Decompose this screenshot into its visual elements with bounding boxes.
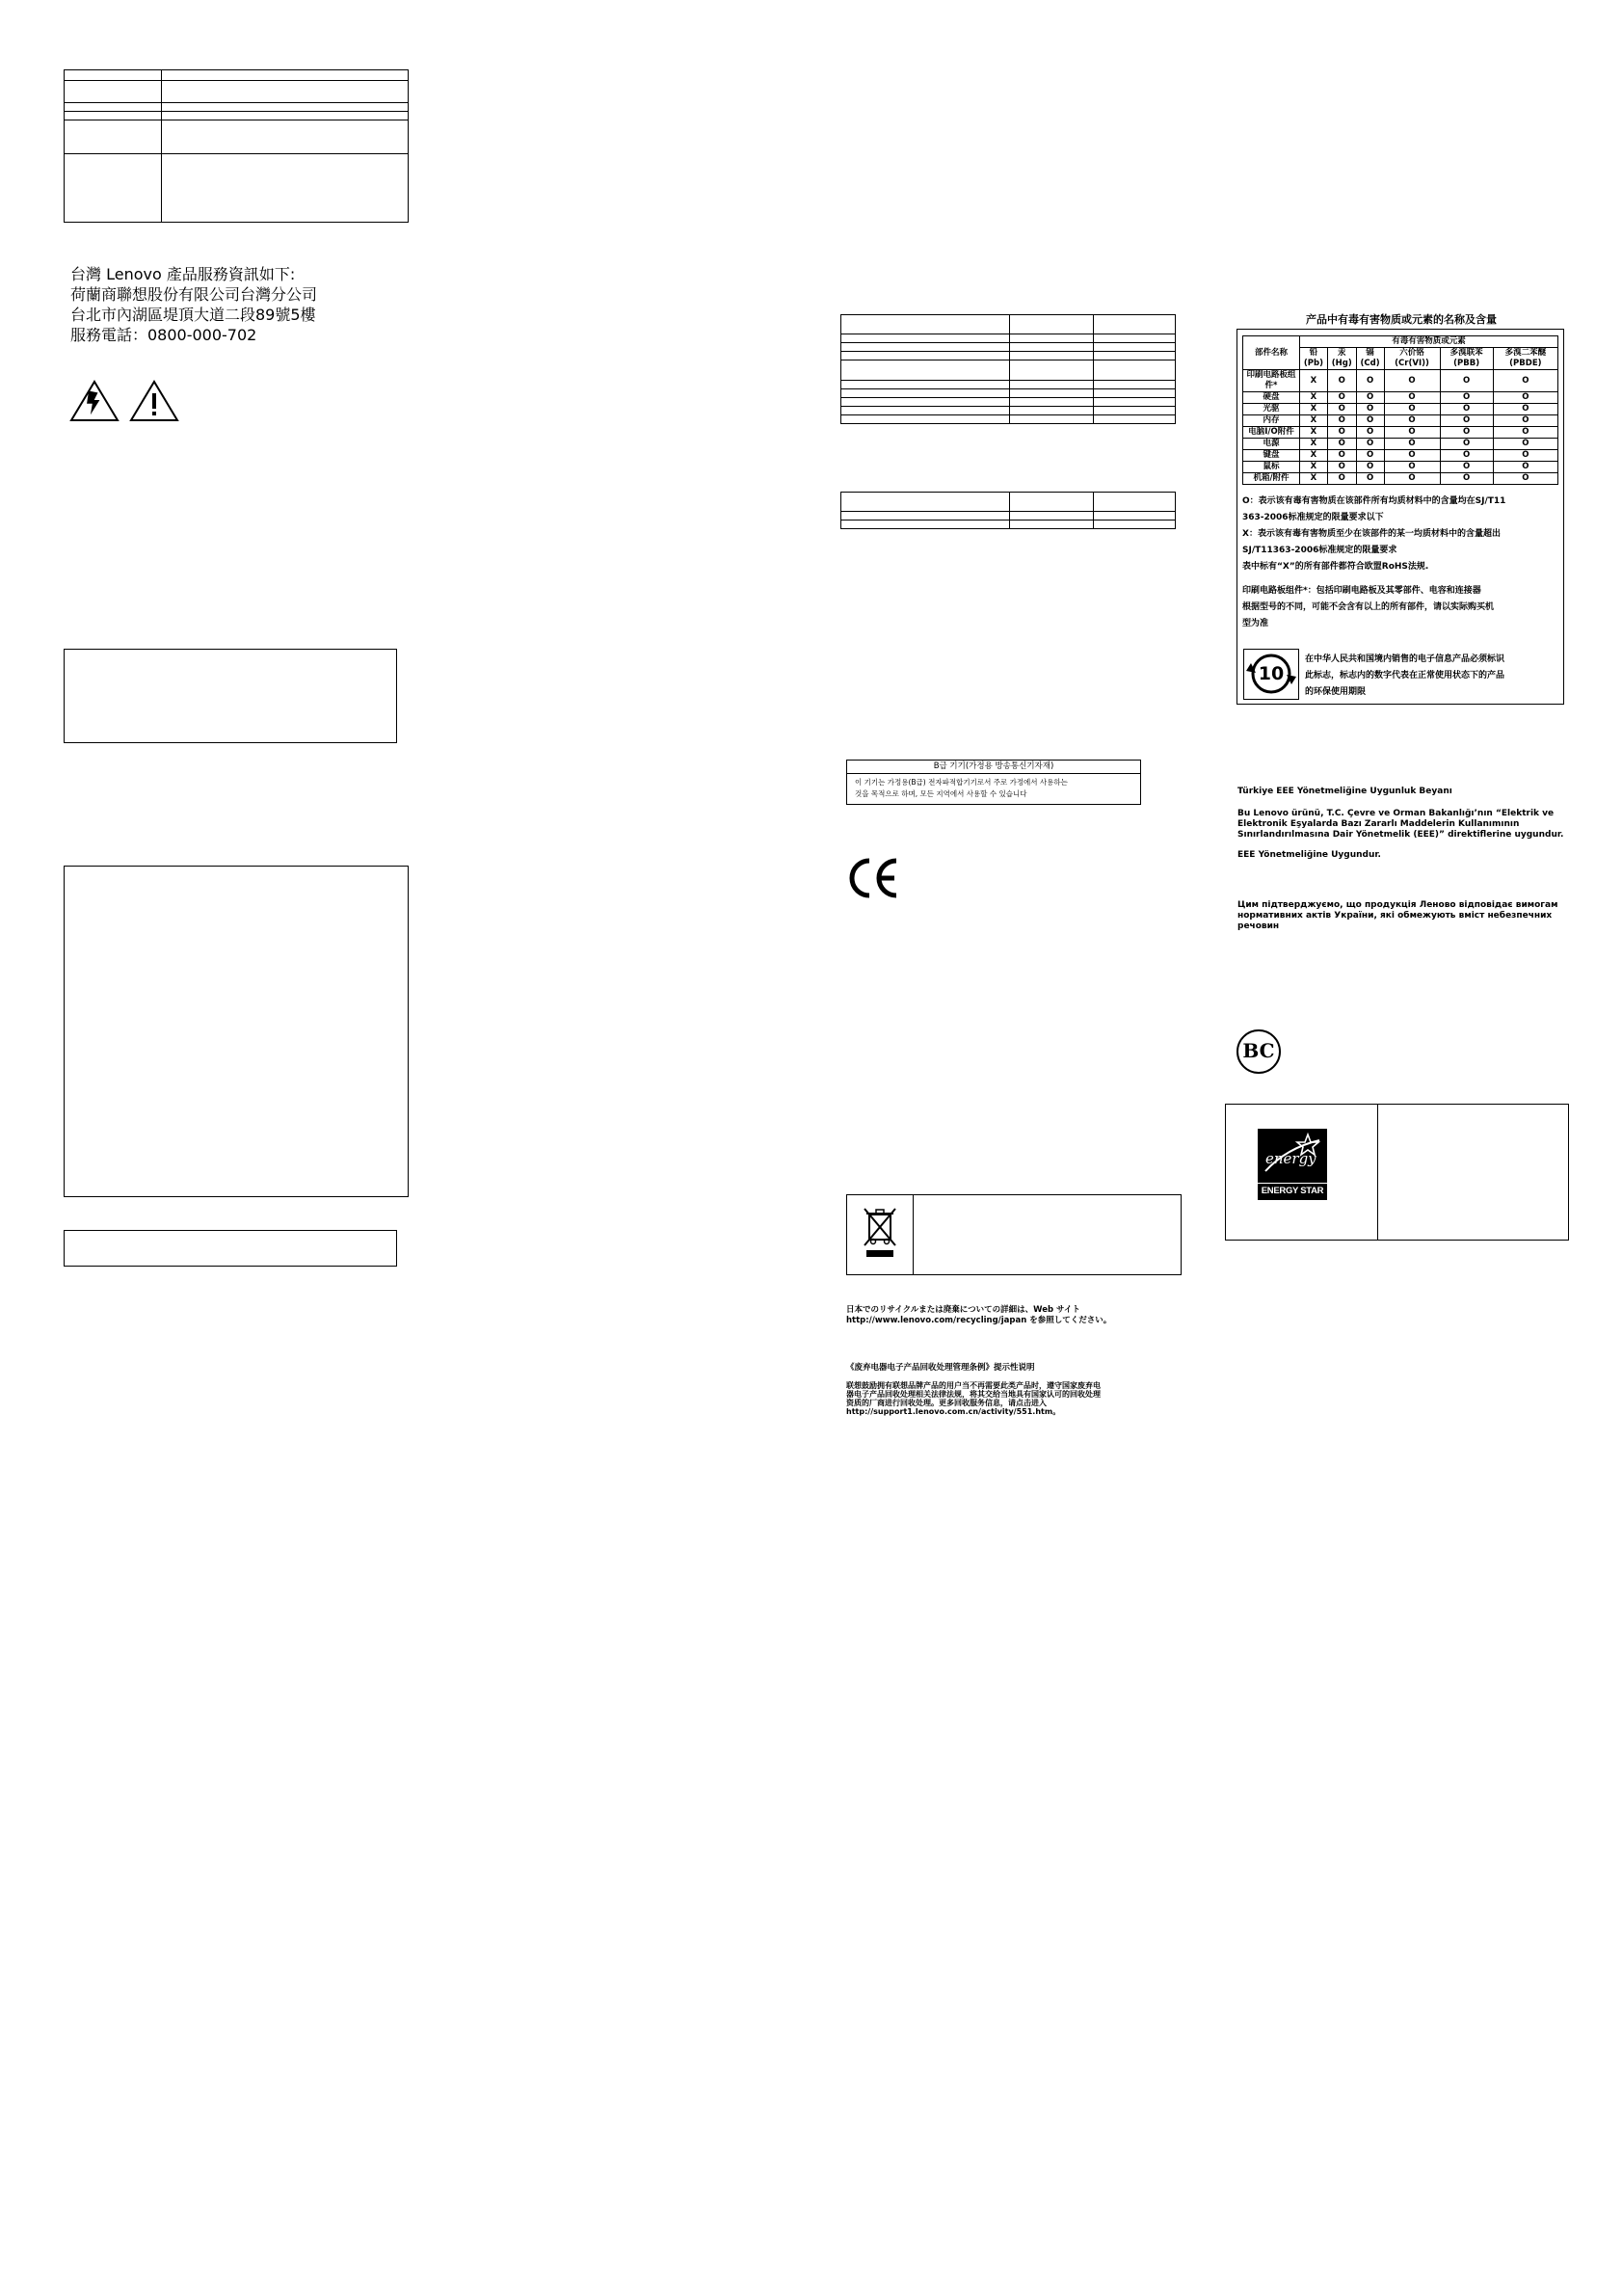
table-cell bbox=[1094, 512, 1176, 521]
rohs-value-cell: O bbox=[1384, 473, 1440, 485]
rohs-value-cell: X bbox=[1300, 462, 1328, 473]
rohs-value-cell: O bbox=[1384, 427, 1440, 439]
table-row bbox=[1243, 427, 1558, 439]
taiwan-service-info bbox=[70, 264, 317, 345]
table-row bbox=[1243, 462, 1558, 473]
rohs-value-cell: O bbox=[1327, 450, 1356, 462]
table-cell bbox=[1010, 352, 1094, 360]
rohs-value-cell: O bbox=[1356, 439, 1384, 450]
rohs-value-cell: O bbox=[1493, 370, 1557, 392]
rohs-part-name: 机箱/附件 bbox=[1243, 473, 1300, 485]
table-row bbox=[1243, 392, 1558, 404]
rohs-part-name: 印刷电路板组件* bbox=[1243, 370, 1300, 392]
table-cell bbox=[1094, 521, 1176, 529]
japan-recycle-text bbox=[846, 1305, 1111, 1326]
rohs-substance-header: 六价铬 (Cr(VI)) bbox=[1384, 348, 1440, 370]
rohs-value-cell: O bbox=[1356, 462, 1384, 473]
empty-notice-box bbox=[64, 649, 397, 743]
rohs-value-cell: O bbox=[1440, 370, 1493, 392]
bc-mark-icon bbox=[1236, 1029, 1281, 1074]
turkey-compliance: EEE Yönetmeliğine Uygundur. bbox=[1237, 850, 1381, 860]
energy-star-box bbox=[1225, 1104, 1569, 1241]
table-cell bbox=[841, 334, 1010, 343]
table-cell bbox=[1010, 521, 1094, 529]
rohs-note-line: 型为准 bbox=[1242, 619, 1269, 628]
rohs-value-cell: X bbox=[1300, 370, 1328, 392]
rohs-value-cell: O bbox=[1440, 473, 1493, 485]
table-cell bbox=[65, 103, 162, 112]
rohs-note-line: 363-2006标准规定的限量要求以下 bbox=[1242, 513, 1384, 522]
table-cell bbox=[1010, 407, 1094, 415]
table-cell bbox=[65, 112, 162, 120]
table-cell bbox=[841, 343, 1010, 352]
table-row bbox=[1243, 450, 1558, 462]
table-cell bbox=[1010, 493, 1094, 512]
rohs-value-cell: O bbox=[1384, 392, 1440, 404]
rohs-value-cell: O bbox=[1327, 415, 1356, 427]
taiwan-service-line: 服務電話：0800-000-702 bbox=[70, 326, 257, 344]
crossed-out-wheelie-bin-icon bbox=[861, 1205, 899, 1261]
table-row bbox=[1243, 415, 1558, 427]
efup-line: 在中华人民共和国境内销售的电子信息产品必须标识 bbox=[1305, 654, 1505, 664]
rohs-note-line: 根据型号的不同，可能不会含有以上的所有部件，请以实际购买机 bbox=[1242, 602, 1495, 612]
rohs-value-cell: X bbox=[1300, 450, 1328, 462]
rohs-value-cell: X bbox=[1300, 404, 1328, 415]
rohs-notes bbox=[1242, 494, 1505, 632]
middle-spec-table bbox=[840, 314, 1176, 424]
rohs-value-cell: O bbox=[1384, 450, 1440, 462]
efup-text bbox=[1305, 652, 1504, 701]
rohs-value-cell: O bbox=[1356, 427, 1384, 439]
efup-line: 此标志，标志内的数字代表在正常使用状态下的产品 bbox=[1305, 671, 1505, 681]
table-cell bbox=[1094, 493, 1176, 512]
rohs-value-cell: O bbox=[1327, 404, 1356, 415]
rohs-part-name: 键盘 bbox=[1243, 450, 1300, 462]
rohs-value-cell: O bbox=[1440, 427, 1493, 439]
rohs-value-cell: O bbox=[1384, 462, 1440, 473]
table-cell bbox=[1094, 334, 1176, 343]
table-cell bbox=[1010, 389, 1094, 398]
rohs-value-cell: O bbox=[1440, 415, 1493, 427]
table-cell bbox=[1010, 381, 1094, 389]
table-cell bbox=[1094, 415, 1176, 424]
taiwan-service-line: 荷蘭商聯想股份有限公司台灣分公司 bbox=[70, 285, 318, 304]
table-cell bbox=[162, 154, 409, 223]
rohs-value-cell: O bbox=[1493, 439, 1557, 450]
table-cell bbox=[1010, 512, 1094, 521]
korea-class-b-notice bbox=[846, 760, 1141, 805]
rohs-value-cell: O bbox=[1440, 450, 1493, 462]
bc-mark-text: BC bbox=[1242, 1039, 1275, 1062]
empty-notice-box bbox=[64, 1230, 397, 1267]
middle-small-table bbox=[840, 492, 1176, 529]
table-cell bbox=[162, 112, 409, 120]
table-cell bbox=[841, 415, 1010, 424]
efup-line: 的环保使用期限 bbox=[1305, 687, 1367, 697]
rohs-value-cell: O bbox=[1356, 370, 1384, 392]
rohs-value-cell: O bbox=[1493, 462, 1557, 473]
japan-recycle-line: 日本でのリサイクルまたは廃棄についての詳細は、Web サイト bbox=[846, 1305, 1080, 1315]
japan-recycle-line: http://www.lenovo.com/recycling/japan を参照してください。 bbox=[846, 1316, 1112, 1325]
table-cell bbox=[1094, 315, 1176, 334]
rohs-value-cell: O bbox=[1440, 392, 1493, 404]
rohs-value-cell: X bbox=[1300, 427, 1328, 439]
table-cell bbox=[1094, 381, 1176, 389]
rohs-value-cell: X bbox=[1300, 439, 1328, 450]
table-cell bbox=[1010, 343, 1094, 352]
table-cell bbox=[65, 120, 162, 154]
rohs-value-cell: O bbox=[1327, 370, 1356, 392]
table-cell bbox=[841, 381, 1010, 389]
table-cell bbox=[65, 70, 162, 81]
rohs-part-name: 光驱 bbox=[1243, 404, 1300, 415]
rohs-note-line: X：表示该有毒有害物质至少在该部件的某一均质材料中的含量超出 bbox=[1242, 529, 1501, 539]
korea-notice-line: 것을 목적으로 하며, 모든 지역에서 사용할 수 있습니다 bbox=[855, 789, 1027, 798]
table-cell bbox=[65, 154, 162, 223]
table-cell bbox=[65, 81, 162, 103]
table-cell bbox=[1010, 334, 1094, 343]
table-cell bbox=[1094, 352, 1176, 360]
table-cell bbox=[1094, 407, 1176, 415]
rohs-value-cell: O bbox=[1384, 439, 1440, 450]
rohs-value-cell: O bbox=[1384, 404, 1440, 415]
ukraine-declaration bbox=[1237, 900, 1557, 932]
table-cell bbox=[1094, 360, 1176, 381]
efup-number: 10 bbox=[1258, 663, 1285, 684]
table-row bbox=[1243, 370, 1558, 392]
rohs-value-cell: O bbox=[1493, 427, 1557, 439]
rohs-value-cell: O bbox=[1327, 462, 1356, 473]
table-cell bbox=[1010, 415, 1094, 424]
rohs-part-name: 鼠标 bbox=[1243, 462, 1300, 473]
table-cell bbox=[1094, 343, 1176, 352]
rohs-value-cell: O bbox=[1327, 473, 1356, 485]
turkey-line: Elektronik Eşyalarda Bazı Zararlı Maddelerin Kullanımının bbox=[1237, 819, 1520, 829]
rohs-value-cell: O bbox=[1356, 392, 1384, 404]
rohs-part-name: 硬盘 bbox=[1243, 392, 1300, 404]
energy-star-script: energy bbox=[1265, 1150, 1316, 1167]
efup-badge bbox=[1243, 649, 1299, 700]
korea-notice-line: 이 기기는 가정용(B급) 전자파적합기기로서 주로 가정에서 사용하는 bbox=[855, 778, 1068, 787]
table-cell bbox=[841, 493, 1010, 512]
rohs-group-header: 有毒有害物质或元素 bbox=[1300, 336, 1558, 348]
ce-mark-icon bbox=[846, 855, 900, 901]
caution-warning-icon bbox=[129, 380, 179, 422]
china-rohs-table bbox=[1242, 335, 1558, 485]
table-row bbox=[1243, 439, 1558, 450]
rohs-value-cell: O bbox=[1493, 473, 1557, 485]
rohs-value-cell: O bbox=[1327, 439, 1356, 450]
table-cell bbox=[841, 512, 1010, 521]
rohs-part-name: 电源 bbox=[1243, 439, 1300, 450]
china-rohs-title: 产品中有毒有害物质或元素的名称及含量 bbox=[1306, 313, 1497, 326]
rohs-value-cell: X bbox=[1300, 415, 1328, 427]
energy-star-label: ENERGY STAR bbox=[1261, 1186, 1324, 1196]
china-rohs-panel bbox=[1236, 329, 1564, 705]
turkey-line: Sınırlandırılmasına Dair Yönetmelik (EEE)” direktiflerine uygundur. bbox=[1237, 830, 1564, 840]
rohs-value-cell: O bbox=[1327, 427, 1356, 439]
taiwan-service-line: 台灣 Lenovo 產品服務資訊如下: bbox=[70, 265, 296, 283]
rohs-value-cell: O bbox=[1356, 415, 1384, 427]
energy-star-star-icon bbox=[1258, 1129, 1327, 1181]
china-weee-line: http://support1.lenovo.com.cn/activity/551.htm。 bbox=[846, 1407, 1061, 1416]
rohs-note-line: O：表示该有毒有害物质在该部件所有均质材料中的含量均在SJ/T11 bbox=[1242, 496, 1506, 506]
taiwan-service-line: 台北市內湖區堤頂大道二段89號5樓 bbox=[70, 306, 316, 324]
china-weee-line: 联想鼓励拥有联想品牌产品的用户当不再需要此类产品时，遵守国家废弃电 bbox=[846, 1381, 1101, 1390]
empty-notice-box bbox=[64, 866, 409, 1197]
rohs-substance-header: 多溴二苯醚 (PBDE) bbox=[1493, 348, 1557, 370]
rohs-substance-header: 铅(Pb) bbox=[1300, 348, 1328, 370]
table-cell bbox=[841, 315, 1010, 334]
china-weee-title: 《废弃电器电子产品回收处理管理条例》提示性说明 bbox=[846, 1363, 1035, 1373]
rohs-note-line: 表中标有“X”的所有部件都符合欧盟RoHS法规. bbox=[1242, 562, 1429, 572]
korea-notice-title: B급 기기(가정용 방송통신기자재) bbox=[847, 761, 1140, 774]
rohs-value-cell: O bbox=[1356, 404, 1384, 415]
table-row bbox=[1243, 473, 1558, 485]
rohs-value-cell: X bbox=[1300, 392, 1328, 404]
table-cell bbox=[1094, 389, 1176, 398]
table-cell bbox=[162, 81, 409, 103]
turkey-title: Türkiye EEE Yönetmeliğine Uygunluk Beyanı bbox=[1237, 787, 1452, 796]
rohs-value-cell: O bbox=[1384, 415, 1440, 427]
rohs-value-cell: O bbox=[1440, 462, 1493, 473]
rohs-part-name: 内存 bbox=[1243, 415, 1300, 427]
table-cell bbox=[1010, 315, 1094, 334]
china-weee-line: 资质的厂商进行回收处理。更多回收服务信息，请点击进入 bbox=[846, 1399, 1047, 1407]
rohs-value-cell: O bbox=[1493, 404, 1557, 415]
rohs-note-line: SJ/T11363-2006标准规定的限量要求 bbox=[1242, 546, 1397, 555]
table-row bbox=[1243, 404, 1558, 415]
table-cell bbox=[841, 360, 1010, 381]
rohs-value-cell: O bbox=[1440, 404, 1493, 415]
rohs-note-line: 印刷电路板组件*：包括印刷电路板及其零部件、电容和连接器 bbox=[1242, 586, 1481, 596]
rohs-value-cell: O bbox=[1493, 392, 1557, 404]
energy-star-logo bbox=[1258, 1129, 1327, 1200]
rohs-value-cell: O bbox=[1440, 439, 1493, 450]
table-cell bbox=[1010, 360, 1094, 381]
rohs-value-cell: O bbox=[1356, 473, 1384, 485]
table-cell bbox=[841, 352, 1010, 360]
table-cell bbox=[162, 120, 409, 154]
table-cell bbox=[841, 521, 1010, 529]
table-cell bbox=[841, 398, 1010, 407]
table-cell bbox=[841, 389, 1010, 398]
rohs-value-cell: O bbox=[1493, 415, 1557, 427]
electric-shock-warning-icon bbox=[69, 380, 120, 422]
rohs-value-cell: X bbox=[1300, 473, 1328, 485]
ukraine-line: речовин bbox=[1237, 921, 1280, 931]
china-weee-line: 器电子产品回收处理相关法律法规，将其交给当地具有国家认可的回收处理 bbox=[846, 1390, 1101, 1399]
table-cell bbox=[162, 103, 409, 112]
turkey-eee-declaration bbox=[1237, 787, 1563, 861]
table-cell bbox=[1094, 398, 1176, 407]
ukraine-line: Цим підтверджуємо, що продукція Леново відповідає вимогам bbox=[1237, 900, 1558, 910]
turkey-line: Bu Lenovo ürünü, T.C. Çevre ve Orman Bakanlığı’nın “Elektrik ve bbox=[1237, 809, 1555, 818]
rohs-value-cell: O bbox=[1356, 450, 1384, 462]
table-cell bbox=[162, 70, 409, 81]
rohs-substance-header: 多溴联苯 (PBB) bbox=[1440, 348, 1493, 370]
rohs-value-cell: O bbox=[1327, 392, 1356, 404]
china-weee-notice bbox=[846, 1363, 1101, 1416]
rohs-value-cell: O bbox=[1493, 450, 1557, 462]
rohs-part-header: 部件名称 bbox=[1243, 336, 1300, 370]
ukraine-line: нормативних актів України, які обмежують вміст небезпечних bbox=[1237, 911, 1553, 921]
top-spec-table bbox=[64, 69, 409, 223]
rohs-substance-header: 镉(Cd) bbox=[1356, 348, 1384, 370]
table-cell bbox=[1010, 398, 1094, 407]
weee-notice-box bbox=[846, 1194, 1182, 1275]
rohs-substance-header: 汞(Hg) bbox=[1327, 348, 1356, 370]
rohs-value-cell: O bbox=[1384, 370, 1440, 392]
rohs-part-name: 电脑I/O附件 bbox=[1243, 427, 1300, 439]
table-cell bbox=[841, 407, 1010, 415]
